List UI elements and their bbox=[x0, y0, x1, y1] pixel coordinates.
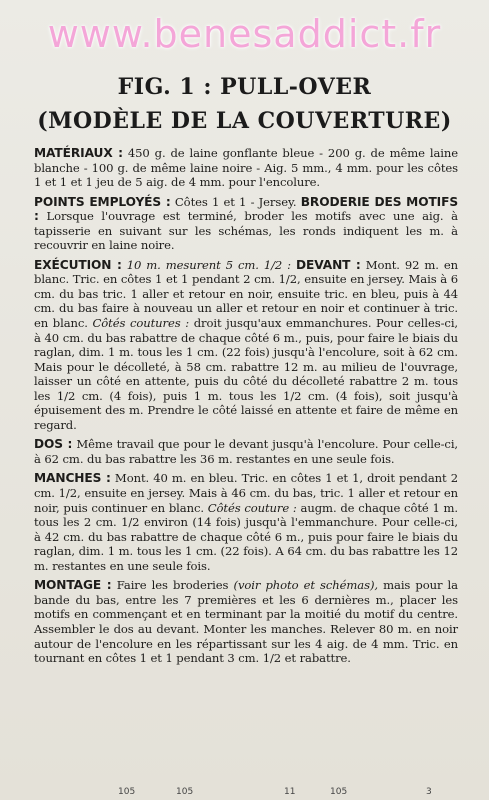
materiaux-paragraph bbox=[34, 146, 458, 190]
dos-heading: DOS : bbox=[34, 437, 73, 452]
footer-fragment: 3 bbox=[426, 787, 432, 797]
devant-heading: DEVANT : bbox=[295, 257, 361, 272]
figure-subtitle: (MODÈLE DE LA COUVERTURE) bbox=[37, 108, 452, 134]
pattern-instructions bbox=[34, 146, 458, 671]
execution-heading: EXÉCUTION : bbox=[34, 257, 122, 272]
devant-text: Mont. 92 m. en blanc. Tric. en côtes 1 et 1 pendant 2 cm. 1/2, ensuite en jersey. Mais à 6 cm. du bas tric. 1 aller et retour en noir, ensuite tric. en bleu, puis à 44 cm. du bas faire à nouveau un aller et retour en noir et continuer à tric. en blanc. bbox=[34, 257, 458, 331]
montage-note: (voir photo et schémas), bbox=[233, 578, 378, 593]
manches-paragraph bbox=[34, 471, 458, 573]
devant-sides-text: droit jusqu'aux emmanchures. Pour celles-ci, à 40 cm. du bas rabattre de chaque côté 6 m., puis, pour faire le biais du raglan, dim. 1 m. tous les 1 cm. (22 fois) jusqu'à l'encolure, soit à 62 cm. Mais pour le décolleté, à 58 cm. rabattre 12 m. au milieu de l'ouvrage, laisser un côté en attente, puis du côté du décolleté rabattre 2 m. tous les 1/2 cm. (4 fois), puis 1 m. tous les 1/2 cm. (4 fois), soit jusqu'à épuisement des m. Prendre le côté laissé en attente et faire de même en regard. bbox=[34, 316, 459, 432]
points-heading: POINTS EMPLOYÉS : bbox=[34, 194, 171, 209]
watermark: www.benesaddict.fr bbox=[47, 12, 442, 56]
manches-sides-text: augm. de chaque côté 1 m. tous les 2 cm. 1/2 environ (14 fois) jusqu'à l'emmanchure. Pour celle-ci, à 42 cm. du bas rabattre de chaque côté 6 m., puis pour faire le biais du raglan, dim. 1 m. tous les 1 cm. (22 fois). A 64 cm. du bas rabattre les 12 m. restantes en une seule fois. bbox=[34, 500, 459, 573]
gauge-text: 10 m. mesurent 5 cm. 1/2 : bbox=[121, 257, 296, 272]
execution-paragraph bbox=[34, 258, 458, 433]
devant-sides-label: Côtés coutures : bbox=[92, 316, 190, 331]
broderie-heading: BRODERIE DES MOTIFS : bbox=[34, 194, 459, 224]
footer-fragment: 105 bbox=[330, 787, 348, 797]
footer-fragment: 105 bbox=[118, 787, 136, 797]
materiaux-heading: MATÉRIAUX : bbox=[34, 146, 123, 160]
broderie-text: Lorsque l'ouvrage est terminé, broder les motifs avec une aig. à tapisserie en suivant sur les schémas, les ronds indiquent les m. à recouvrir en laine noire. bbox=[34, 209, 458, 253]
manches-heading: MANCHES : bbox=[34, 471, 111, 486]
footer-fragment: 105 bbox=[176, 787, 194, 797]
points-paragraph bbox=[34, 195, 458, 253]
figure-title: FIG. 1 : PULL-OVER bbox=[117, 74, 372, 100]
cropped-footer bbox=[0, 786, 489, 800]
montage-heading: MONTAGE : bbox=[34, 578, 112, 593]
montage-text-2: mais pour la bande du bas, entre les 7 premières et les 6 dernières m., placer les motifs en commençant et en terminant par la moitié du motif du centre. Assembler le dos au devant. Monter les manches. Relever 80 m. en noir autour de l'encolure en les répartissant sur les 4 aig. de 4 mm. Tric. en tournant en côtes 1 et 1 pendant 3 cm. 1/2 et rabattre. bbox=[34, 578, 458, 666]
manches-sides-label: Côtés couture : bbox=[207, 500, 297, 515]
dos-text: Même travail que pour le devant jusqu'à l'encolure. Pour celle-ci, à 62 cm. du bas rabattre les 36 m. restantes en une seule fois. bbox=[34, 437, 459, 466]
montage-text: Faire les broderies bbox=[111, 578, 234, 593]
footer-fragment: 11 bbox=[284, 787, 296, 797]
points-text: Côtes 1 et 1 - Jersey. bbox=[170, 194, 301, 209]
manches-text: Mont. 40 m. en bleu. Tric. en côtes 1 et 1, droit pendant 2 cm. 1/2, ensuite en jersey. Mais à 46 cm. du bas, tric. 1 aller et retour en noir, puis continuer en blanc. bbox=[34, 471, 458, 515]
materiaux-text: 450 g. de laine gonflante bleue - 200 g. de même laine blanche - 100 g. de même laine noire - Aig. 5 mm., 4 mm. pour les côtes 1 et 1 et 1 jeu de 5 aig. de 4 mm. pour l'encolure. bbox=[34, 146, 458, 190]
dos-paragraph bbox=[34, 437, 458, 466]
montage-paragraph bbox=[34, 578, 458, 665]
